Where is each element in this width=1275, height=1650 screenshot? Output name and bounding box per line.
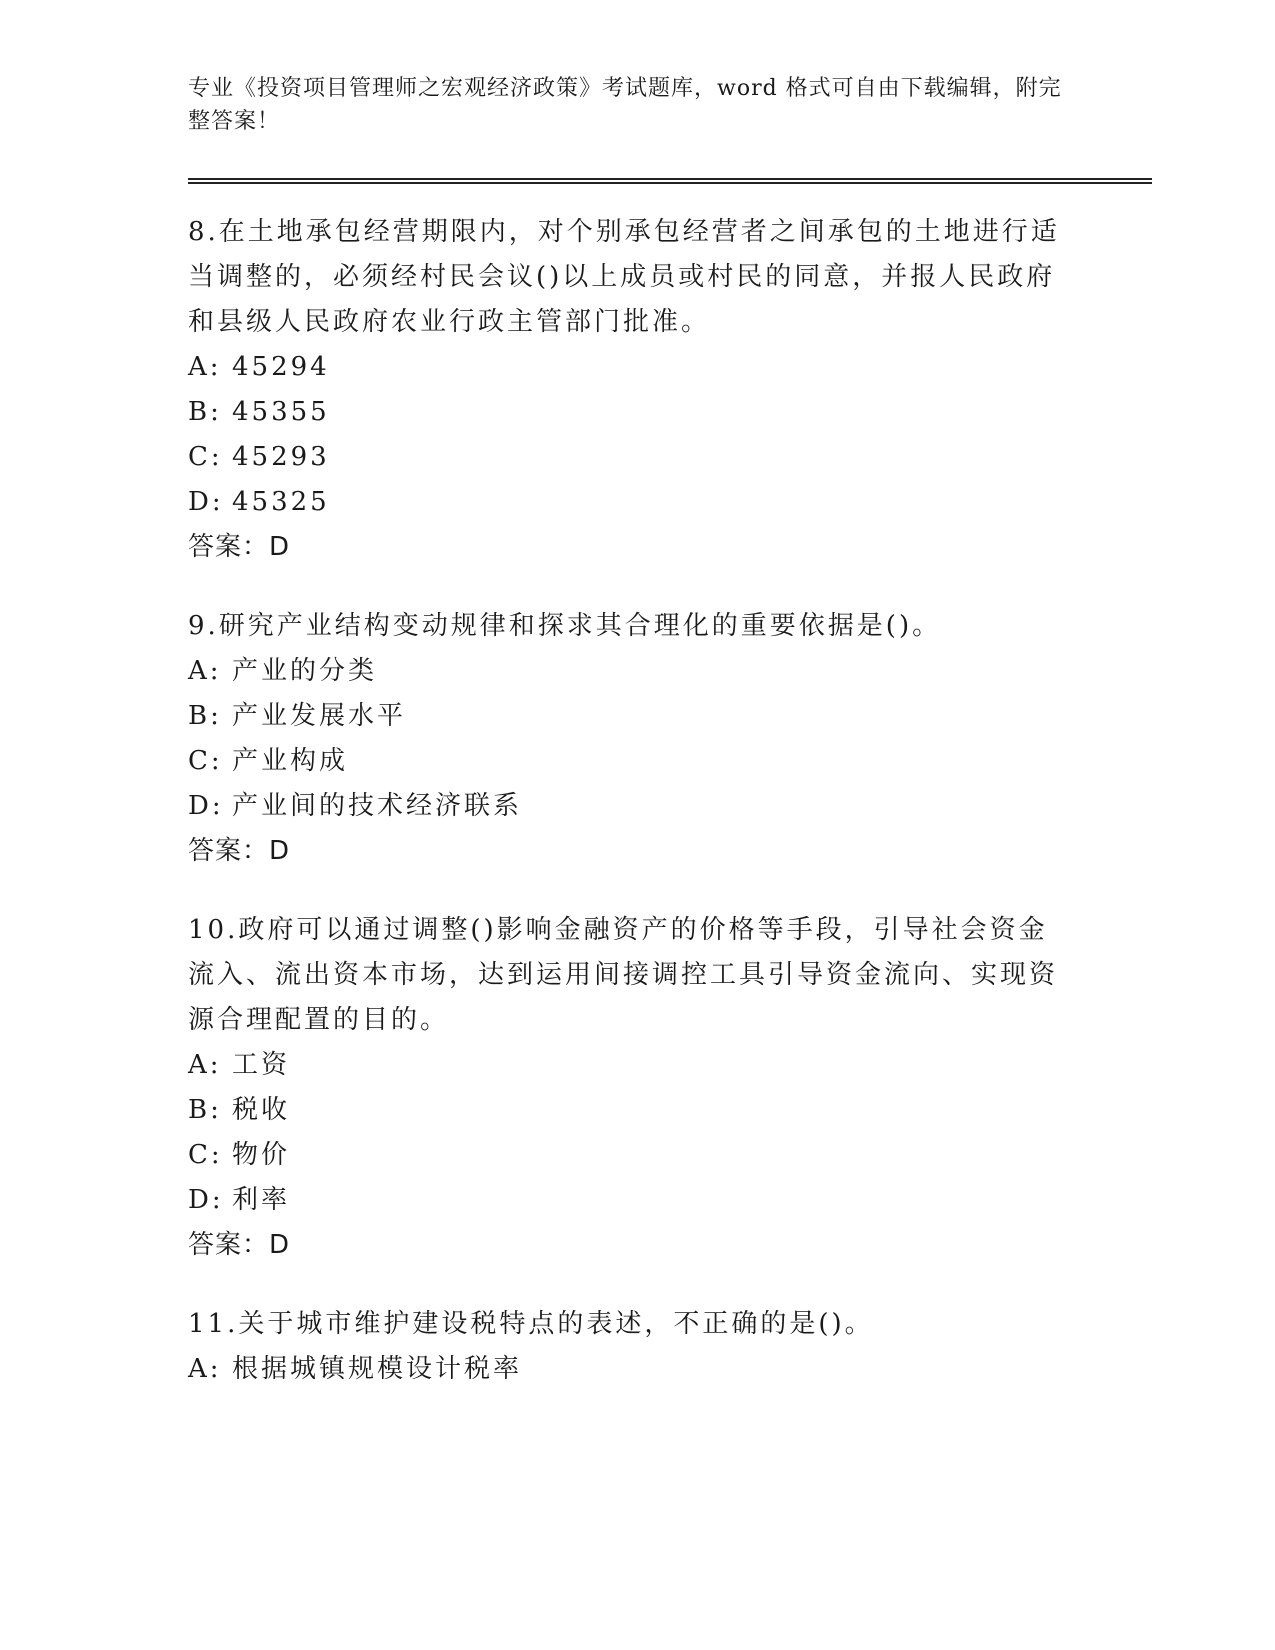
option-c: [188, 435, 1068, 480]
option-key: A:: [188, 656, 222, 686]
option-text: 物价: [232, 1140, 291, 1170]
option-b: [188, 694, 1068, 739]
option-text: 45294: [232, 352, 330, 382]
option-text: 税收: [232, 1095, 291, 1125]
option-c: [188, 739, 1068, 784]
option-d: [188, 784, 1068, 829]
question-list: [188, 210, 1068, 1426]
option-c: [188, 1133, 1068, 1178]
option-key: C:: [188, 746, 223, 776]
option-text: 产业构成: [232, 746, 349, 776]
option-key: A:: [188, 1354, 222, 1384]
answer-line: 答案：D: [188, 1230, 291, 1260]
option-text: 根据城镇规模设计税率: [232, 1354, 523, 1384]
option-b: [188, 390, 1068, 435]
option-b: [188, 1088, 1068, 1133]
option-text: 45325: [232, 487, 330, 517]
question-8: [188, 210, 1068, 570]
option-a: [188, 1043, 1068, 1088]
question-stem: 9.研究产业结构变动规律和探求其合理化的重要依据是()。: [188, 611, 942, 641]
header-divider: [188, 178, 1152, 184]
option-key: B:: [188, 397, 222, 427]
question-stem: 11.关于城市维护建设税特点的表述，不正确的是()。: [188, 1309, 874, 1339]
answer-line: 答案：D: [188, 532, 291, 562]
option-text: 45355: [232, 397, 330, 427]
option-text: 产业间的技术经济联系: [232, 791, 523, 821]
option-text: 产业发展水平: [232, 701, 407, 731]
question-10: [188, 908, 1068, 1268]
document-header: [188, 72, 1068, 138]
option-a: [188, 649, 1068, 694]
option-key: B:: [188, 701, 222, 731]
question-stem: 8.在土地承包经营期限内，对个别承包经营者之间承包的土地进行适当调整的，必须经村民会议()以上成员或村民的同意，并报人民政府和县级人民政府农业行政主管部门批准。: [188, 217, 1060, 337]
header-text: 专业《投资项目管理师之宏观经济政策》考试题库，word 格式可自由下载编辑，附完整答案！: [188, 76, 1062, 134]
question-9: [188, 604, 1068, 874]
option-text: 45293: [232, 442, 330, 472]
option-d: [188, 480, 1068, 525]
option-key: A:: [188, 1050, 222, 1080]
option-key: B:: [188, 1095, 222, 1125]
option-key: C:: [188, 442, 223, 472]
option-key: D:: [188, 791, 224, 821]
option-d: [188, 1178, 1068, 1223]
option-key: D:: [188, 1185, 224, 1215]
option-text: 工资: [232, 1050, 291, 1080]
option-a: [188, 345, 1068, 390]
option-a: [188, 1347, 1068, 1392]
option-text: 利率: [232, 1185, 291, 1215]
answer-line: 答案：D: [188, 836, 291, 866]
option-key: C:: [188, 1140, 223, 1170]
option-key: A:: [188, 352, 222, 382]
question-stem: 10.政府可以通过调整()影响金融资产的价格等手段，引导社会资金流入、流出资本市场，达到运用间接调控工具引导资金流向、实现资源合理配置的目的。: [188, 915, 1059, 1035]
option-key: D:: [188, 487, 224, 517]
question-11: [188, 1302, 1068, 1392]
option-text: 产业的分类: [232, 656, 378, 686]
